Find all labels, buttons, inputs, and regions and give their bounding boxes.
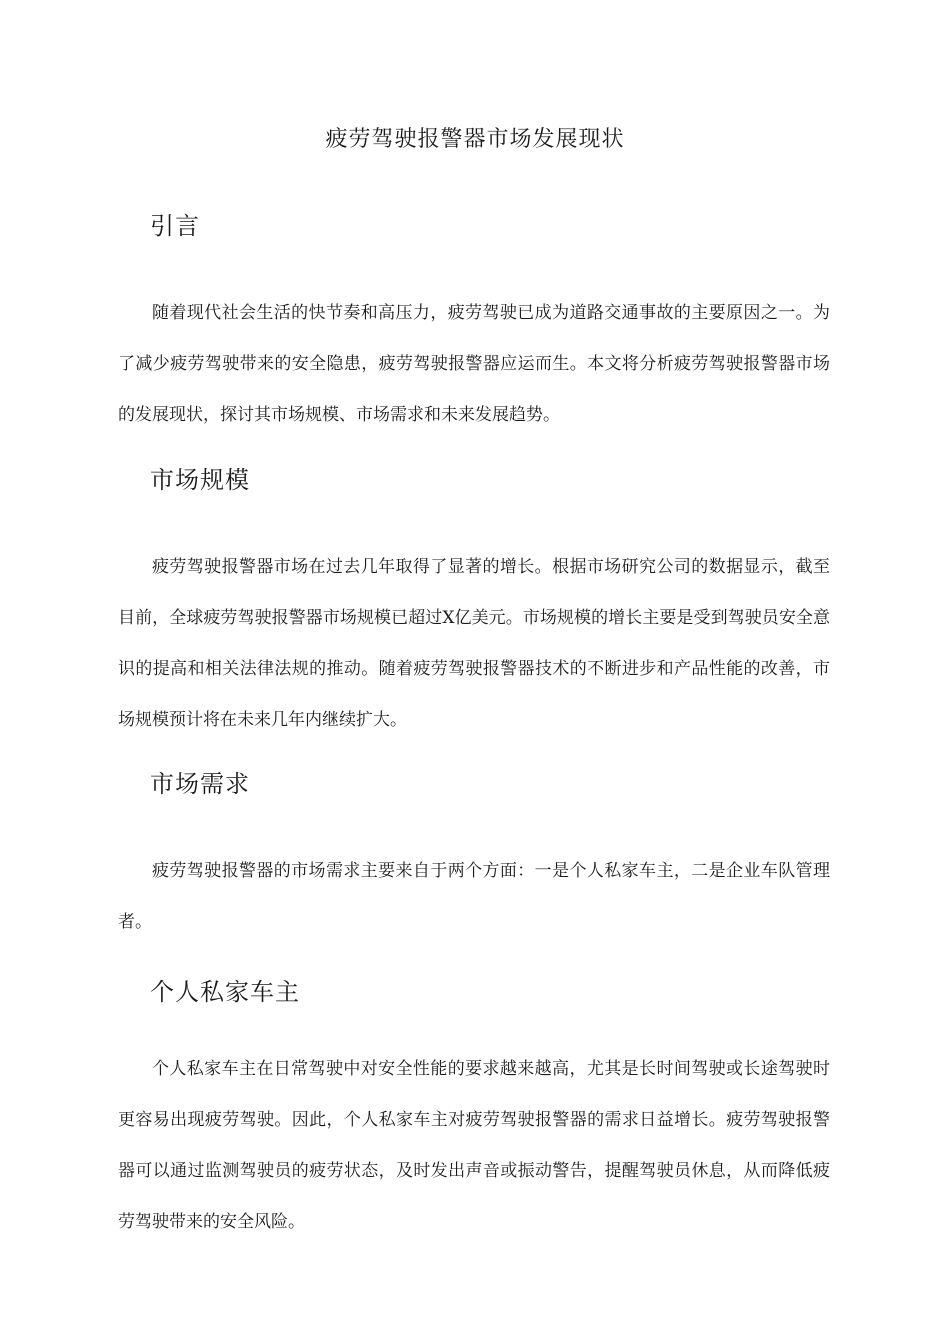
- section-paragraph-private-owners: 个人私家车主在日常驾驶中对安全性能的要求越来越高，尤其是长时间驾驶或长途驾驶时更容易出现疲劳驾驶。因此，个人私家车主对疲劳驾驶报警器的需求日益增长。疲劳驾驶报警器可以通过监测驾驶员的疲劳状态，及时发出声音或振动警告，提醒驾驶员休息，从而降低疲劳驾驶带来的安全风险。: [118, 1059, 830, 1232]
- section-paragraph-market-size: 疲劳驾驶报警器市场在过去几年取得了显著的增长。根据市场研究公司的数据显示，截至目前，全球疲劳驾驶报警器市场规模已超过X亿美元。市场规模的增长主要是受到驾驶员安全意识的提高和相关法律法规的推动。随着疲劳驾驶报警器技术的不断进步和产品性能的改善，市场规模预计将在未来几年内继续扩大。: [118, 557, 830, 730]
- section-heading-introduction: 引言: [150, 212, 200, 240]
- section-paragraph-market-demand: 疲劳驾驶报警器的市场需求主要来自于两个方面：一是个人私家车主，二是企业车队管理者。: [118, 861, 830, 932]
- section-paragraph-introduction: 随着现代社会生活的快节奏和高压力，疲劳驾驶已成为道路交通事故的主要原因之一。为了减少疲劳驾驶带来的安全隐患，疲劳驾驶报警器应运而生。本文将分析疲劳驾驶报警器市场的发展现状，探讨其市场规模、市场需求和未来发展趋势。: [118, 303, 830, 425]
- document-title: 疲劳驾驶报警器市场发展现状: [325, 127, 625, 152]
- section-heading-private-owners: 个人私家车主: [150, 978, 300, 1006]
- section-heading-market-size: 市场规模: [150, 466, 250, 494]
- section-heading-market-demand: 市场需求: [150, 770, 250, 798]
